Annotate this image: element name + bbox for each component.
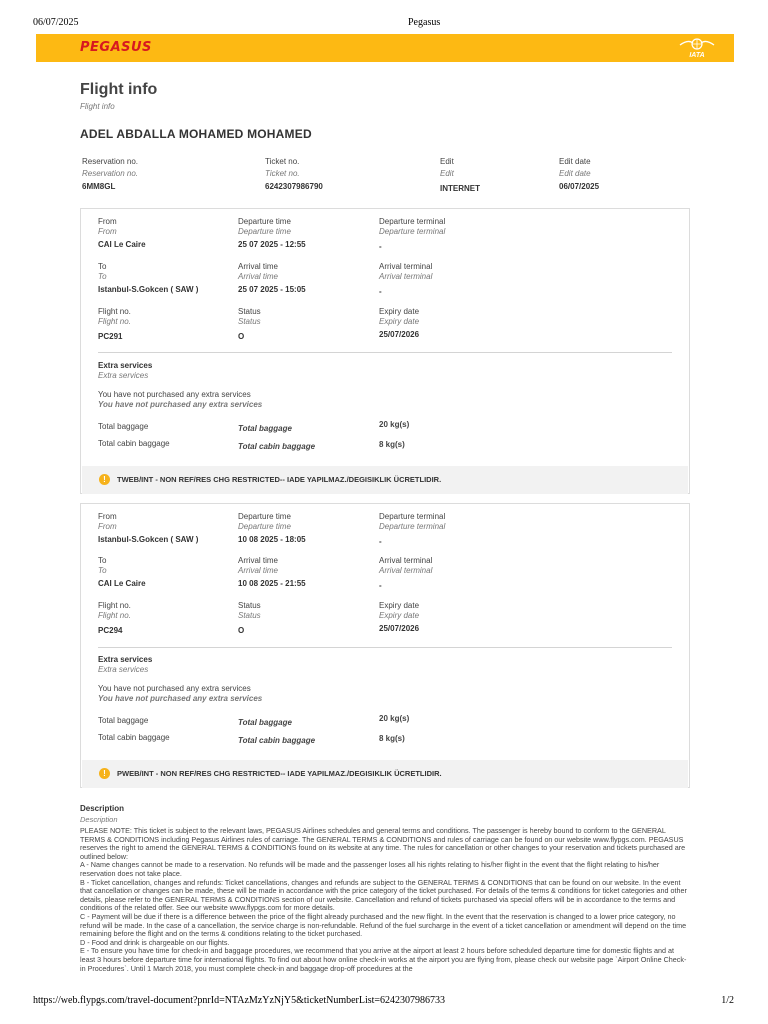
departure-time-field: [238, 217, 306, 250]
departure-time-value: 25 07 2025 - 12:55: [238, 240, 306, 249]
expiry-date-label-italic: Expiry date: [379, 317, 420, 326]
cabin-baggage-label: Total cabin baggage: [98, 733, 170, 742]
arrival-time-value: 25 07 2025 - 15:05: [238, 285, 306, 294]
arrival-terminal-field: [379, 556, 432, 591]
cabin-baggage-label-italic: Total cabin baggage: [238, 736, 316, 745]
print-page-number: 1/2: [721, 995, 734, 1006]
to-field: [98, 262, 198, 295]
reservation-label: Reservation no.: [82, 157, 139, 166]
edit-value: INTERNET: [440, 184, 480, 193]
departure-time-label-italic: Departure time: [238, 522, 291, 531]
extra-services-field: [98, 361, 262, 410]
description-paragraph: E - To ensure you have time for check-in and baggage procedures, we recommend that you arrive at the airport at least 2 hours before scheduled departure time for domestic flights and at least 3 hours before departure time for international flights. To find out about how online check-in works at the airport you are flying from, please check our website page `Airport Online Check-in Procedures`. Until 1 March 2018, you must complete check-in and baggage drop-off procedures at the: [80, 946, 687, 973]
description-paragraph: PLEASE NOTE: This ticket is subject to the relevant laws, PEGASUS Airlines schedules and general terms and conditions. The passenger is hereby bound to conform to the GENERAL TERMS & CONDITIONS including Pegasus Airlines rules of carriage. The GENERAL TERMS & CONDITIONS and rules of carriage can be found on our website www.flypgs.com. PEGASUS reserves the right to amend the GENERAL TERMS & CONDITIONS found on its website at any time. The rules for cancellation or other changes to your reservation and tickets purchased are outlined below:: [80, 827, 686, 861]
expiry-date-value: 25/07/2026: [379, 330, 420, 339]
to-value: Istanbul-S.Gokcen ( SAW ): [98, 285, 199, 294]
flight-segment-1: [80, 208, 690, 494]
status-label-italic: Status: [238, 611, 261, 620]
expiry-date-value: 25/07/2026: [379, 624, 420, 633]
edit-label-italic: Edit: [440, 169, 454, 178]
fare-note-text: PWEB/INT - NON REF/RES CHG RESTRICTED-- IADE YAPILMAZ./DEGISIKLIK ÜCRETLIDIR.: [117, 769, 442, 778]
extra-services-label: Extra services: [98, 655, 153, 664]
status-label: Status: [238, 601, 261, 610]
status-field: [238, 307, 261, 342]
departure-terminal-label-italic: Departure terminal: [379, 522, 446, 531]
page-subtitle: Flight info: [80, 102, 115, 111]
reservation-label-italic: Reservation no.: [82, 169, 139, 178]
warning-icon: !: [99, 474, 110, 485]
warning-icon: !: [99, 768, 110, 779]
iata-text: IATA: [689, 52, 705, 59]
segment-divider: [98, 352, 672, 353]
flight-no-label-italic: Flight no.: [98, 611, 131, 620]
total-baggage-label: Total baggage: [98, 422, 149, 431]
from-field: [98, 512, 198, 545]
status-value: O: [238, 332, 245, 341]
cabin-baggage-value: 8 kg(s): [379, 440, 405, 449]
to-field: [98, 556, 146, 589]
status-value: O: [238, 626, 245, 635]
edit-info: [440, 157, 480, 194]
ticket-label-italic: Ticket no.: [265, 169, 300, 178]
expiry-date-label-italic: Expiry date: [379, 611, 420, 620]
arrival-terminal-label-italic: Arrival terminal: [379, 566, 433, 575]
flight-no-value: PC294: [98, 626, 123, 635]
from-label: From: [98, 512, 117, 521]
fare-note-text: TWEB/INT - NON REF/RES CHG RESTRICTED-- IADE YAPILMAZ./DEGISIKLIK ÜCRETLIDIR.: [117, 475, 442, 484]
pegasus-logo: PEGASUS: [80, 40, 152, 55]
departure-time-label: Departure time: [238, 512, 291, 521]
print-footer: [0, 995, 768, 1009]
departure-terminal-label-italic: Departure terminal: [379, 227, 446, 236]
expiry-date-field: [379, 307, 419, 340]
fare-note-band: [82, 466, 688, 494]
flight-no-label: Flight no.: [98, 601, 131, 610]
description-paragraph: B - Ticket cancellation, changes and refunds: Ticket cancellations, changes and refunds are subject to the GENERAL TERMS & CONDITIONS that can be found on our website. In the event that cancellation or changes can be made, these will be made in accordance with the price category of the ticket purchased. For details of the terms & conditions for ticket categories and other details, please refer to the GENERAL TERMS & CONDITIONS section of our website. Cancellation and refund of tickets purchased via special offers will be in accordance to the terms and conditions of the related offer. See our website www.flypgs.com for more details.: [80, 877, 687, 913]
cabin-baggage-value: 8 kg(s): [379, 734, 405, 743]
total-baggage-value: 20 kg(s): [379, 420, 410, 429]
description-title: Description: [80, 804, 125, 813]
from-value: CAI Le Caire: [98, 240, 146, 249]
expiry-date-field: [379, 601, 419, 634]
departure-time-field: [238, 512, 306, 545]
flight-no-label-italic: Flight no.: [98, 317, 131, 326]
arrival-terminal-label: Arrival terminal: [379, 556, 433, 565]
description-subtitle: Description: [80, 815, 118, 824]
from-label-italic: From: [98, 227, 117, 236]
expiry-date-label: Expiry date: [379, 601, 420, 610]
arrival-time-label-italic: Arrival time: [238, 566, 279, 575]
edit-date-value: 06/07/2025: [559, 182, 600, 191]
arrival-terminal-label: Arrival terminal: [379, 262, 433, 271]
print-header: [0, 17, 768, 31]
extra-services-value-italic: You have not purchased any extra services: [98, 694, 263, 703]
flight-no-label: Flight no.: [98, 307, 131, 316]
fare-note-band: [82, 760, 688, 788]
status-label-italic: Status: [238, 317, 261, 326]
passenger-name: ADEL ABDALLA MOHAMED MOHAMED: [80, 127, 312, 141]
segment-divider: [98, 647, 672, 648]
departure-terminal-field: [379, 512, 445, 547]
departure-terminal-label: Departure terminal: [379, 217, 446, 226]
arrival-time-label-italic: Arrival time: [238, 272, 279, 281]
departure-terminal-label: Departure terminal: [379, 512, 446, 521]
departure-terminal-value: -: [379, 537, 382, 546]
arrival-terminal-label-italic: Arrival terminal: [379, 272, 433, 281]
to-label: To: [98, 556, 107, 565]
cabin-baggage-label: Total cabin baggage: [98, 439, 170, 448]
print-url[interactable]: https://web.flypgs.com/travel-document?pnrId=NTAzMzYzNjY5&ticketNumberList=6242307986733: [33, 995, 446, 1006]
arrival-time-field: [238, 556, 306, 589]
extra-services-value-italic: You have not purchased any extra services: [98, 400, 263, 409]
arrival-time-value: 10 08 2025 - 21:55: [238, 579, 306, 588]
edit-label: Edit: [440, 157, 454, 166]
from-value: Istanbul-S.Gokcen ( SAW ): [98, 535, 199, 544]
to-label: To: [98, 262, 107, 271]
extra-services-value: You have not purchased any extra services: [98, 390, 251, 399]
departure-time-label-italic: Departure time: [238, 227, 291, 236]
status-label: Status: [238, 307, 261, 316]
arrival-time-field: [238, 262, 306, 295]
edit-date-info: [559, 157, 599, 192]
arrival-terminal-value: -: [379, 581, 382, 590]
from-label-italic: From: [98, 522, 117, 531]
extra-services-label-italic: Extra services: [98, 665, 149, 674]
iata-logo: [678, 37, 716, 59]
total-baggage-label-italic: Total baggage: [238, 718, 292, 727]
departure-time-label: Departure time: [238, 217, 291, 226]
arrival-time-label: Arrival time: [238, 262, 279, 271]
flight-no-field: [98, 601, 131, 636]
print-title: Pegasus: [408, 17, 441, 28]
status-field: [238, 601, 261, 636]
extra-services-field: [98, 655, 262, 704]
brand-bar: [36, 34, 734, 62]
description-body: [80, 827, 690, 983]
edit-date-label-italic: Edit date: [559, 169, 591, 178]
departure-terminal-field: [379, 217, 445, 252]
description-paragraph: C - Payment will be due if there is a difference between the price of the flight already purchased and the new flight. In the event that the reservation is changed to a lower price category, no refund will be made. In the case of a cancellation, the service charge is non-refundable. Refund of the fuel surcharge in the event of a ticket cancellation or amendment will depend on the time remaining before the flight and on the terms & conditions relating to the ticket purchased.: [80, 911, 687, 939]
description-paragraph: D - Food and drink is chargeable on our flights.: [80, 937, 230, 947]
departure-time-value: 10 08 2025 - 18:05: [238, 535, 306, 544]
extra-services-value: You have not purchased any extra services: [98, 684, 251, 693]
total-baggage-value: 20 kg(s): [379, 714, 410, 723]
flight-segment-2: [80, 503, 690, 788]
to-label-italic: To: [98, 566, 107, 575]
ticket-value: 6242307986790: [265, 182, 323, 191]
to-label-italic: To: [98, 272, 107, 281]
edit-date-label: Edit date: [559, 157, 591, 166]
cabin-baggage-label-italic: Total cabin baggage: [238, 442, 316, 451]
reservation-value: 6MM8GL: [82, 182, 116, 191]
extra-services-label-italic: Extra services: [98, 371, 149, 380]
arrival-time-label: Arrival time: [238, 556, 279, 565]
arrival-terminal-field: [379, 262, 432, 297]
from-label: From: [98, 217, 117, 226]
arrival-terminal-value: -: [379, 287, 382, 296]
total-baggage-label-italic: Total baggage: [238, 424, 292, 433]
expiry-date-label: Expiry date: [379, 307, 420, 316]
extra-services-label: Extra services: [98, 361, 153, 370]
print-date: 06/07/2025: [33, 17, 79, 28]
ticket-info: [265, 157, 323, 192]
total-baggage-label: Total baggage: [98, 716, 149, 725]
flight-no-value: PC291: [98, 332, 123, 341]
flight-no-field: [98, 307, 131, 342]
ticket-label: Ticket no.: [265, 157, 300, 166]
from-field: [98, 217, 146, 250]
departure-terminal-value: -: [379, 242, 382, 251]
reservation-info: [82, 157, 138, 192]
to-value: CAI Le Caire: [98, 579, 146, 588]
iata-globe-icon: [678, 37, 716, 51]
page-title: Flight info: [80, 81, 158, 98]
description-paragraph: A - Name changes cannot be made to a reservation. No refunds will be made and the passenger loses all his rights relating to his/her flight in the event that the flight relating to his/her reservation does not take place.: [80, 860, 660, 878]
